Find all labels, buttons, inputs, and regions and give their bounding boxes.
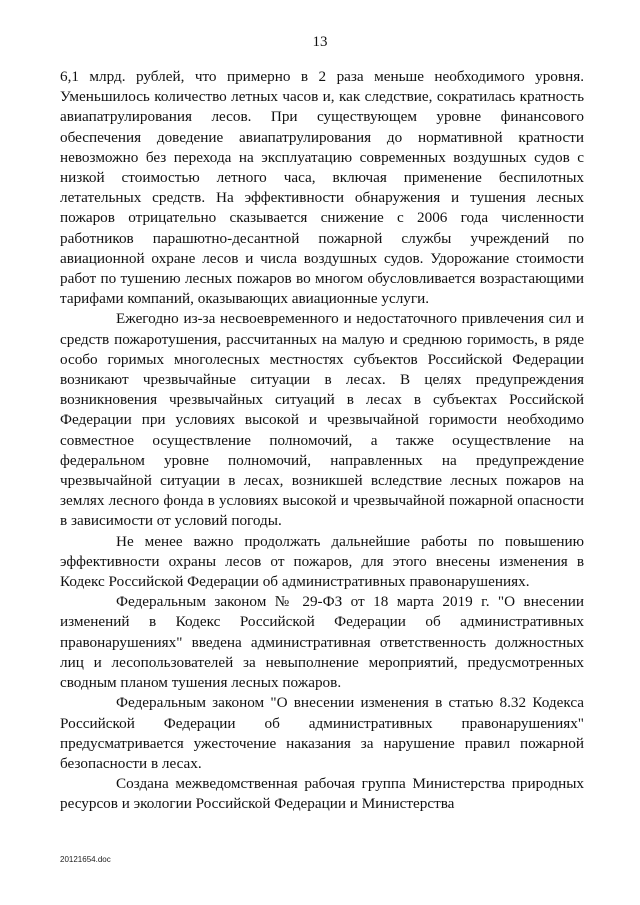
page-number: 13 bbox=[312, 34, 328, 50]
paragraph-1: 6,1 млрд. рублей, что примерно в 2 раза меньше необходимого уровня. Уменьшилось количество летных часов и, как следствие, сократилась кратность авиапатрулирования лесов. При существующем уровне финансового обеспечения доведение авиапатрулирования до нормативной кратности невозможно без перехода на эксплуатацию современных воздушных судов с низкой стоимостью летного часа, включая применение беспилотных летательных средств. На эффективности обнаружения и тушения лесных пожаров отрицательно сказывается снижение с 2006 года численности работников парашютно-десантной пожарной службы учреждений по авиационной охране лесов и числа воздушных судов. Удорожание стоимости работ по тушению лесных пожаров во многом обусловливается возрастающими тарифами компаний, оказывающих авиационные услуги. bbox=[60, 68, 584, 308]
document-footer-filename: 20121654.doc bbox=[60, 855, 111, 864]
paragraph-4: Федеральным законом № 29-ФЗ от 18 марта 2019 г. "О внесении изменений в Кодекс Российской Федерации об административных правонарушениях" введена административная ответственность должностных лиц и лесопользователей за невыполнение мероприятий, предусмотренных сводным планом тушения лесных пожаров. bbox=[60, 593, 584, 692]
document-body bbox=[60, 67, 584, 815]
paragraph-2: Ежегодно из-за несвоевременного и недостаточного привлечения сил и средств пожаротушения, рассчитанных на малую и среднюю горимость, в ряде особо горимых многолесных местностях субъектов Российской Федерации возникают чрезвычайные ситуации в лесах. В целях предупреждения возникновения чрезвычайных ситуаций в лесах в субъектах Российской Федерации при условиях высокой и чрезвычайной горимости необходимо совместное осуществление полномочий, а также осуществление на федеральном уровне полномочий, направленных на предупреждение чрезвычайной ситуации в лесах, возникшей вследствие лесных пожаров на землях лесного фонда в условиях высокой и чрезвычайной пожарной опасности в зависимости от условий погоды. bbox=[60, 310, 584, 530]
paragraph-6: Создана межведомственная рабочая группа Министерства природных ресурсов и экологии Российской Федерации и Министерства bbox=[60, 775, 584, 813]
paragraph-3: Не менее важно продолжать дальнейшие работы по повышению эффективности охраны лесов от пожаров, для этого внесены изменения в Кодекс Российской Федерации об административных правонарушениях. bbox=[60, 532, 584, 591]
paragraph-5: Федеральным законом "О внесении изменения в статью 8.32 Кодекса Российской Федерации об административных правонарушениях" предусматривается ужесточение наказания за нарушение правил пожарной безопасности в лесах. bbox=[60, 694, 584, 772]
